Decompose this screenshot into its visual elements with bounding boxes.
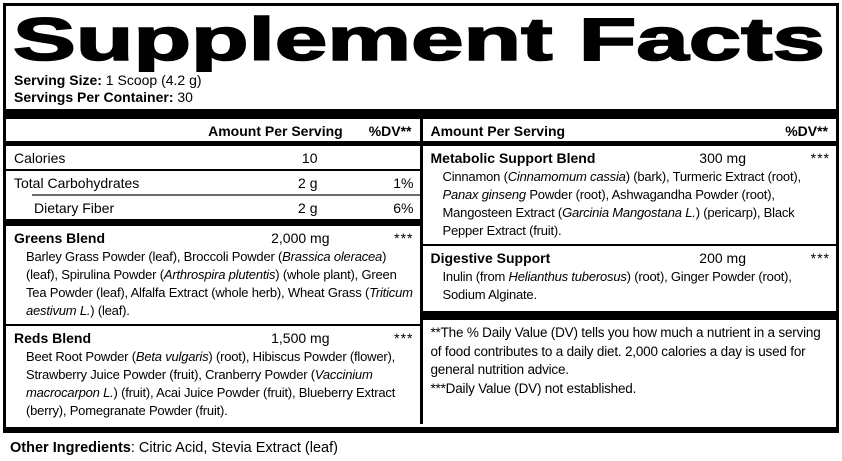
- other-ingredients-line: [10, 440, 338, 456]
- footnote-separator-bar: [423, 311, 837, 320]
- percent-dv-header: %DV**: [785, 123, 828, 139]
- blend-dv: ***: [394, 230, 414, 246]
- blend-amount: 2,000 mg: [271, 230, 330, 246]
- servings-per-container-label: Servings Per Container:: [14, 88, 174, 105]
- top-separator-bar: [6, 109, 836, 119]
- nutrient-amount: 2 g: [298, 200, 318, 216]
- blend-ingredients: Beet Root Powder (Beta vulgaris) (root), Hibiscus Powder (flower), Strawberry Juice Powder (fruit), Cranberry Powder (Vaccinium macrocarpon L.) (fruit), Acai Juice Powder (fruit), Blueberry Extract (berry), Pomegranate Powder (fruit).: [26, 349, 396, 418]
- blend-amount: 1,500 mg: [271, 330, 330, 346]
- blend-name: Digestive Support: [430, 250, 551, 266]
- amount-per-serving-header: Amount Per Serving: [208, 123, 343, 139]
- facts-table: [6, 119, 836, 424]
- right-column: [420, 119, 837, 424]
- blend-name: Reds Blend: [14, 330, 92, 346]
- other-ingredients-label: Other Ingredients: [10, 440, 131, 456]
- serving-size-label: Serving Size:: [14, 72, 102, 88]
- dietary-fiber-row: [6, 196, 420, 219]
- page-title: Supplement Facts: [13, 10, 825, 72]
- nutrient-amount: 2 g: [298, 175, 318, 191]
- reds-blend-section: [6, 326, 420, 424]
- blend-dv: ***: [810, 150, 830, 166]
- blend-dv: ***: [394, 330, 414, 346]
- digestive-support-section: [423, 246, 837, 308]
- footnote-daily-value-definition: **The % Daily Value (DV) tells you how much a nutrient in a serving of food contributes to a daily diet. 2,000 calories a day is used for general nutrition advice.: [430, 325, 821, 377]
- blend-ingredients: Inulin (from Helianthus tuberosus) (root), Ginger Powder (root), Sodium Alginate.: [442, 269, 792, 302]
- nutrient-name: Total Carbohydrates: [14, 175, 140, 191]
- blend-name: Metabolic Support Blend: [430, 150, 596, 166]
- amount-per-serving-header: Amount Per Serving: [430, 123, 566, 139]
- blend-header-row: [6, 326, 420, 347]
- left-column-header: [6, 119, 420, 141]
- serving-size-value: 1 Scoop (4.2 g): [101, 72, 202, 88]
- blend-amount: 200 mg: [699, 250, 746, 266]
- nutrient-amount: 10: [301, 150, 318, 166]
- calories-row: [6, 146, 420, 169]
- right-column-header: [423, 119, 837, 141]
- serving-size-line: [14, 72, 836, 89]
- total-carbohydrates-row: [6, 171, 420, 194]
- blend-amount: 300 mg: [699, 150, 746, 166]
- blend-ingredients: Cinnamon (Cinnamomum cassia) (bark), Turmeric Extract (root), Panax ginseng Powder (root), Ashwagandha Powder (root), Mangosteen Extract (Garcinia Mangostana L.) (pericarp), Black Pepper Extract (fruit).: [442, 169, 801, 238]
- metabolic-support-blend-section: [423, 146, 837, 244]
- footnotes: [423, 320, 837, 398]
- servings-per-container-value: 30: [173, 88, 193, 105]
- greens-blend-section: [6, 226, 420, 324]
- blend-ingredients: Barley Grass Powder (leaf), Broccoli Powder (Brassica oleracea) (leaf), Spirulina Powder (Arthrospira plutentis) (whole plant), Green Tea Powder (leaf), Alfalfa Extract (whole herb), Wheat Grass (Triticum aestivum L.) (leaf).: [26, 249, 413, 318]
- section-separator-bar: [6, 219, 420, 226]
- nutrient-dv: 6%: [393, 200, 414, 216]
- nutrient-name: Dietary Fiber: [34, 200, 115, 216]
- other-ingredients-value: : Citric Acid, Stevia Extract (leaf): [130, 440, 338, 456]
- left-column: [6, 119, 420, 424]
- servings-per-container-line: [14, 89, 836, 106]
- footnote-dv-not-established: ***Daily Value (DV) not established.: [430, 380, 637, 396]
- blend-header-row: [423, 146, 837, 167]
- nutrient-name: Calories: [14, 150, 66, 166]
- title-banner: [13, 10, 831, 72]
- percent-dv-header: %DV**: [368, 123, 412, 139]
- nutrient-dv: 1%: [393, 175, 414, 191]
- supplement-facts-panel: [3, 3, 839, 433]
- blend-name: Greens Blend: [14, 230, 106, 246]
- blend-header-row: [6, 226, 420, 247]
- blend-header-row: [423, 246, 837, 267]
- blend-dv: ***: [810, 250, 830, 266]
